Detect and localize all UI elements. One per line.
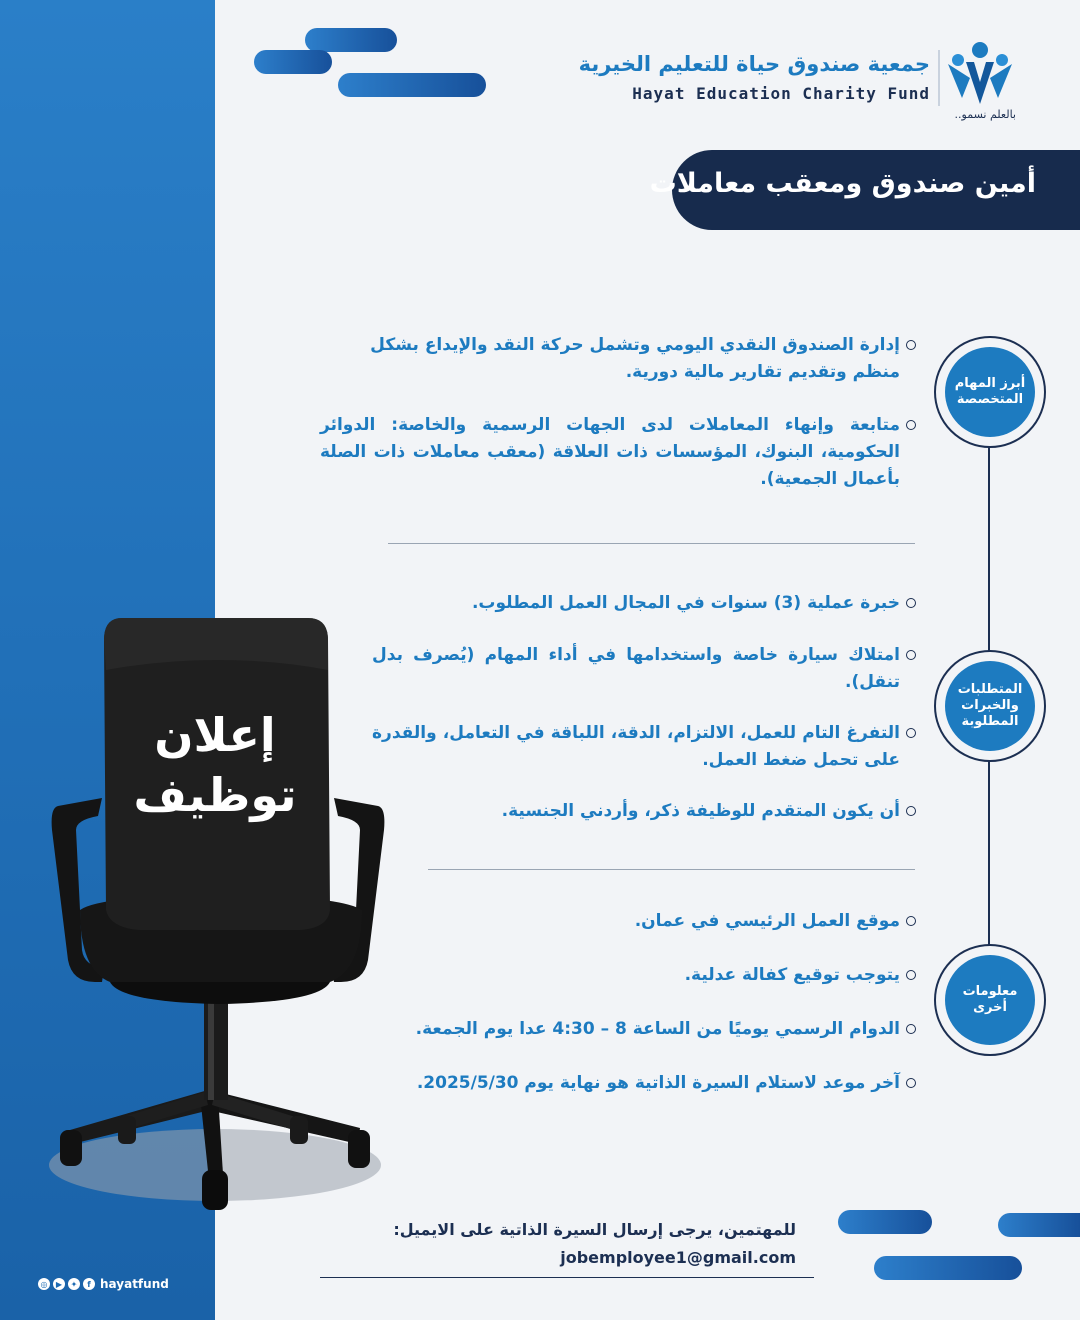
chair-text-line1: إعلان bbox=[154, 708, 276, 762]
list-item-text: إدارة الصندوق النقدي اليومي وتشمل حركة النقد والإيداع بشكل منظم وتقديم تقارير مالية دورية. bbox=[370, 335, 900, 382]
section-circle-tasks bbox=[934, 336, 1046, 448]
instagram-icon[interactable]: ◎ bbox=[38, 1278, 50, 1290]
bullet-dot-icon bbox=[906, 1078, 916, 1088]
job-title: أمين صندوق ومعقب معاملات bbox=[649, 168, 1036, 199]
bullet-dot-icon bbox=[906, 806, 916, 816]
section-other-info bbox=[400, 908, 900, 1108]
list-item-text: آخر موعد لاستلام السيرة الذاتية هو نهاية يوم 2025/5/30. bbox=[416, 1073, 900, 1093]
logo-slogan: بالعلم نسمو.. bbox=[954, 108, 1016, 121]
decor-pill-bottom-1 bbox=[838, 1210, 932, 1234]
chair-text-line2: توظيف bbox=[133, 768, 297, 822]
list-item bbox=[400, 1070, 900, 1097]
list-item-text: امتلاك سيارة خاصة واستخدامها في أداء المهام (يُصرف بدل تنقل). bbox=[372, 645, 900, 692]
contact-email[interactable]: jobemployee1@gmail.com bbox=[560, 1248, 796, 1267]
section-divider bbox=[388, 543, 915, 544]
decor-pill-top-2 bbox=[254, 50, 332, 74]
youtube-icon[interactable]: ▶ bbox=[53, 1278, 65, 1290]
section-label-other-info: معلومات أخرى bbox=[945, 955, 1035, 1045]
section-label-requirements: المتطلبات والخبرات المطلوبة bbox=[945, 661, 1035, 751]
logo-divider bbox=[938, 50, 940, 106]
bullet-dot-icon bbox=[906, 728, 916, 738]
bullet-dot-icon bbox=[906, 1024, 916, 1034]
list-item bbox=[400, 908, 900, 935]
list-item bbox=[372, 720, 900, 774]
list-item-text: خبرة عملية (3) سنوات في المجال العمل المطلوب. bbox=[471, 593, 900, 613]
bullet-dot-icon bbox=[906, 420, 916, 430]
decor-pill-bottom-3 bbox=[874, 1256, 1022, 1280]
contact-underline bbox=[320, 1277, 814, 1278]
list-item bbox=[320, 332, 900, 386]
section-circle-requirements bbox=[934, 650, 1046, 762]
section-requirements bbox=[372, 590, 900, 830]
list-item-text: أن يكون المتقدم للوظيفة ذكر، وأردني الجنسية. bbox=[501, 801, 900, 821]
list-item-text: يتوجب توقيع كفالة عدلية. bbox=[684, 965, 900, 985]
list-item bbox=[372, 642, 900, 696]
list-item bbox=[400, 1016, 900, 1043]
bullet-dot-icon bbox=[906, 916, 916, 926]
list-item bbox=[320, 412, 900, 493]
list-item-text: الدوام الرسمي يوميًا من الساعة 8 – 4:30 عدا يوم الجمعة. bbox=[415, 1019, 900, 1039]
bullet-dot-icon bbox=[906, 970, 916, 980]
hayat-logo bbox=[940, 38, 1020, 128]
social-handle: hayatfund bbox=[100, 1277, 169, 1291]
org-name-english: Hayat Education Charity Fund bbox=[632, 84, 930, 103]
section-circle-other-info bbox=[934, 944, 1046, 1056]
contact-instruction: للمهتمين، يرجى إرسال السيرة الذاتية على الايميل: bbox=[393, 1220, 796, 1239]
list-item bbox=[372, 590, 900, 617]
facebook-icon[interactable]: f bbox=[83, 1278, 95, 1290]
twitter-icon[interactable]: ✦ bbox=[68, 1278, 80, 1290]
list-item-text: التفرغ التام للعمل، الالتزام، الدقة، اللباقة في التعامل، والقدرة على تحمل ضغط العمل. bbox=[372, 723, 900, 770]
bullet-dot-icon bbox=[906, 598, 916, 608]
list-item bbox=[400, 962, 900, 989]
decor-pill-bottom-2 bbox=[998, 1213, 1080, 1237]
section-divider bbox=[428, 869, 915, 870]
office-chair-illustration bbox=[40, 610, 400, 1230]
section-label-tasks: أبرز المهام المتخصصة bbox=[945, 347, 1035, 437]
list-item-text: متابعة وإنهاء المعاملات لدى الجهات الرسمية والخاصة: الدوائر الحكومية، البنوك، المؤسسات ذات العلاقة (معقب معاملات ذات الصلة بأعمال الجمعية). bbox=[320, 415, 900, 489]
list-item-text: موقع العمل الرئيسي في عمان. bbox=[634, 911, 900, 931]
decor-pill-top-3 bbox=[338, 73, 486, 97]
section-tasks bbox=[320, 332, 900, 502]
social-links bbox=[38, 1277, 169, 1291]
org-name-arabic: جمعية صندوق حياة للتعليم الخيرية bbox=[578, 52, 930, 76]
bullet-dot-icon bbox=[906, 340, 916, 350]
bullet-dot-icon bbox=[906, 650, 916, 660]
list-item bbox=[372, 798, 900, 825]
decor-pill-top-1 bbox=[305, 28, 397, 52]
